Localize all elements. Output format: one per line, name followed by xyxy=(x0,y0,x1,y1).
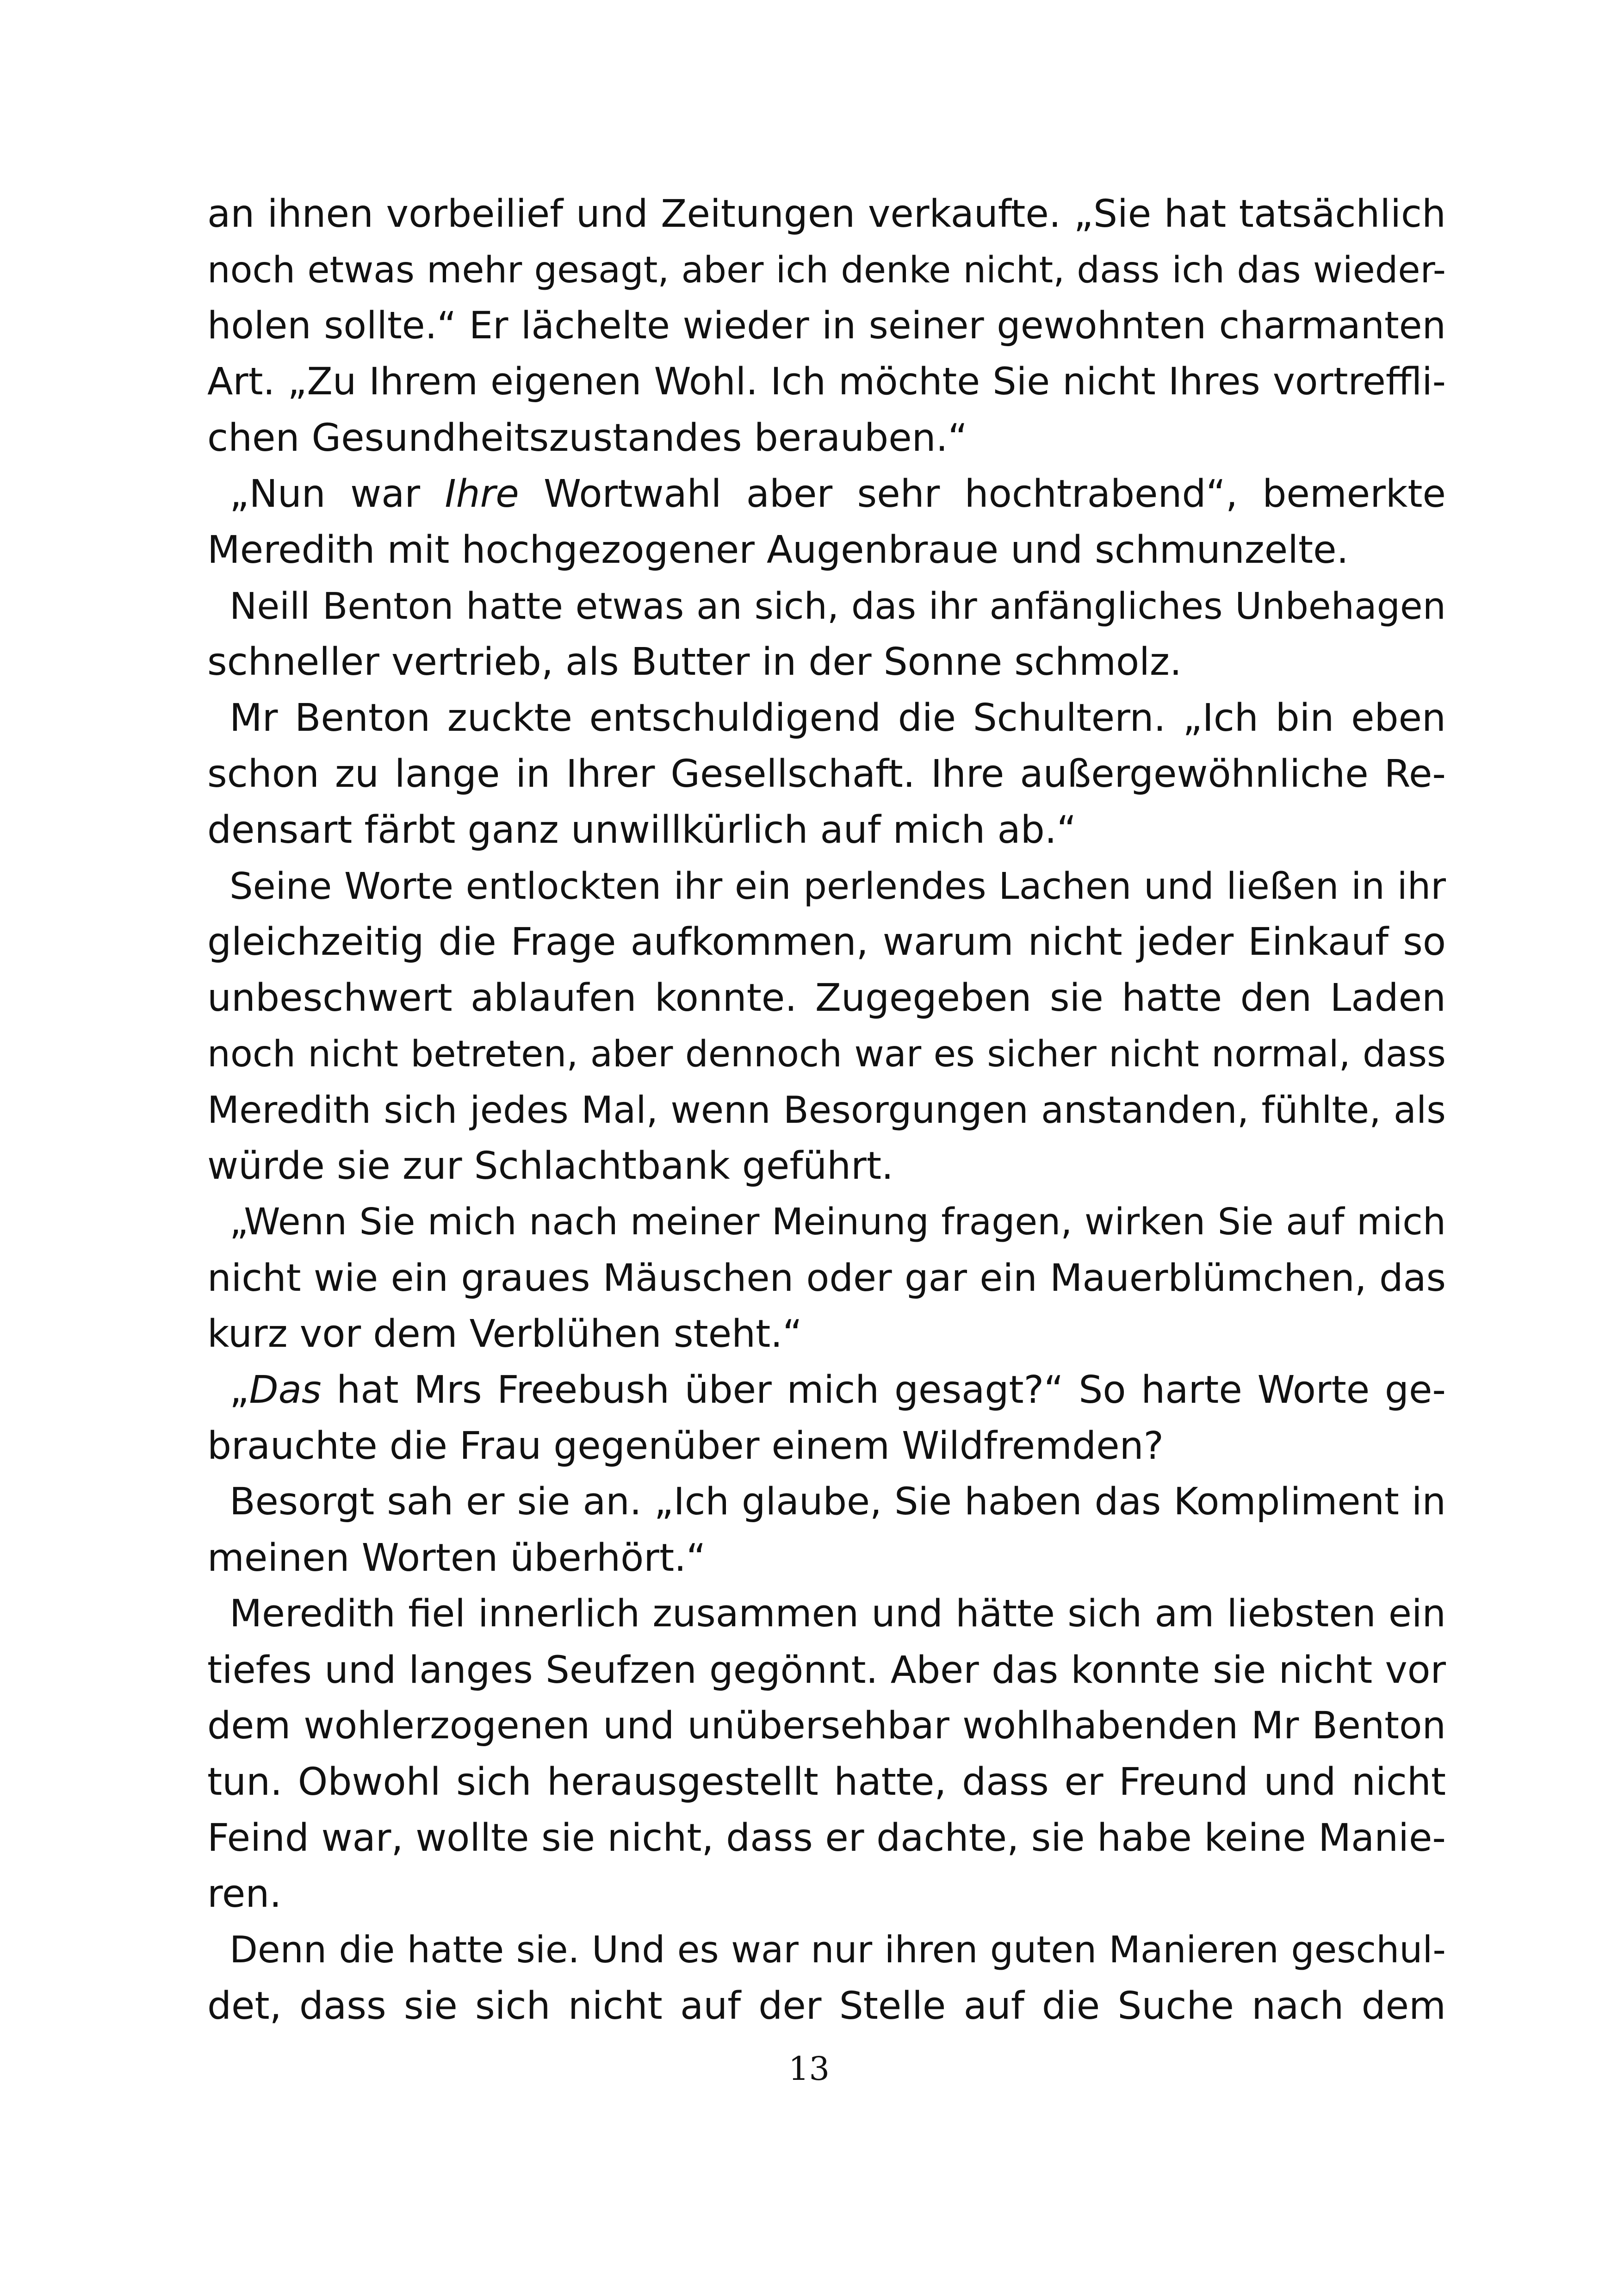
text-line: gleichzeitig die Frage aufkommen, warum nicht jeder Einkauf so xyxy=(207,920,1446,964)
page-number: 13 xyxy=(788,2050,830,2088)
text-line: unbeschwert ablaufen konnte. Zugegeben sie hatte den Laden xyxy=(207,976,1446,1020)
text-line: Meredith mit hochgezogener Augenbraue und schmunzelte. xyxy=(207,528,1349,572)
italic-word: Das xyxy=(249,1368,322,1412)
text-line: noch etwas mehr gesagt, aber ich denke nicht, dass ich das wieder- xyxy=(207,249,1446,291)
text-line xyxy=(207,1362,1446,1418)
text-line: schneller vertrieb, als Butter in der Sonne schmolz. xyxy=(207,640,1182,684)
text-fragment: „Nun war xyxy=(229,472,445,516)
text-line xyxy=(207,466,1446,522)
text-line: Art. „Zu Ihrem eigenen Wohl. Ich möchte Sie nicht Ihres vortreffli- xyxy=(207,360,1446,404)
text-line: Meredith fiel innerlich zusammen und hätte sich am liebsten ein xyxy=(229,1592,1446,1636)
text-line: tiefes und langes Seufzen gegönnt. Aber das konnte sie nicht vor xyxy=(207,1648,1446,1692)
text-fragment: hat Mrs Freebush über mich gesagt?“ So harte Worte ge- xyxy=(321,1368,1446,1412)
text-line: an ihnen vorbeilief und Zeitungen verkaufte. „Sie hat tatsächlich xyxy=(207,192,1446,236)
text-line: det, dass sie sich nicht auf der Stelle auf die Suche nach dem xyxy=(207,1984,1446,2028)
italic-word: Ihre xyxy=(445,472,519,516)
text-line: nicht wie ein graues Mäuschen oder gar ein Mauerblümchen, das xyxy=(207,1256,1446,1300)
text-line: Mr Benton zuckte entschuldigend die Schultern. „Ich bin eben xyxy=(229,696,1446,740)
text-line: schon zu lange in Ihrer Gesellschaft. Ihre außergewöhnliche Re- xyxy=(207,752,1446,796)
text-line: holen sollte.“ Er lächelte wieder in seiner gewohnten charmanten xyxy=(207,304,1446,348)
text-line: Seine Worte entlockten ihr ein perlendes Lachen und ließen in ihr xyxy=(229,865,1446,908)
text-line: meinen Worten überhört.“ xyxy=(207,1536,706,1580)
text-line: dem wohlerzogenen und unübersehbar wohlhabenden Mr Benton xyxy=(207,1704,1446,1748)
text-line: brauchte die Frau gegenüber einem Wildfremden? xyxy=(207,1424,1164,1468)
text-line: Besorgt sah er sie an. „Ich glaube, Sie haben das Kompliment in xyxy=(229,1480,1446,1524)
text-line: noch nicht betreten, aber dennoch war es sicher nicht normal, dass xyxy=(207,1033,1446,1075)
text-line: Feind war, wollte sie nicht, dass er dachte, sie habe keine Manie- xyxy=(207,1816,1446,1860)
text-line: Meredith sich jedes Mal, wenn Besorgungen anstanden, fühlte, als xyxy=(207,1089,1446,1132)
body-text xyxy=(207,186,1446,2034)
text-fragment: Wortwahl aber sehr hochtrabend“, bemerkte xyxy=(519,472,1446,516)
text-line: tun. Obwohl sich herausgestellt hatte, dass er Freund und nicht xyxy=(207,1760,1446,1804)
text-fragment: „ xyxy=(229,1368,249,1412)
text-line: densart färbt ganz unwillkürlich auf mich ab.“ xyxy=(207,808,1077,852)
text-line: würde sie zur Schlachtbank geführt. xyxy=(207,1144,894,1188)
text-line: kurz vor dem Verblühen steht.“ xyxy=(207,1312,802,1356)
text-line: ren. xyxy=(207,1872,282,1916)
text-line: Denn die hatte sie. Und es war nur ihren guten Manieren geschul- xyxy=(229,1929,1446,1971)
text-line: chen Gesundheitszustandes berauben.“ xyxy=(207,416,968,460)
text-line: „Wenn Sie mich nach meiner Meinung fragen, wirken Sie auf mich xyxy=(229,1201,1446,1243)
text-line: Neill Benton hatte etwas an sich, das ihr anfängliches Unbehagen xyxy=(229,585,1446,628)
